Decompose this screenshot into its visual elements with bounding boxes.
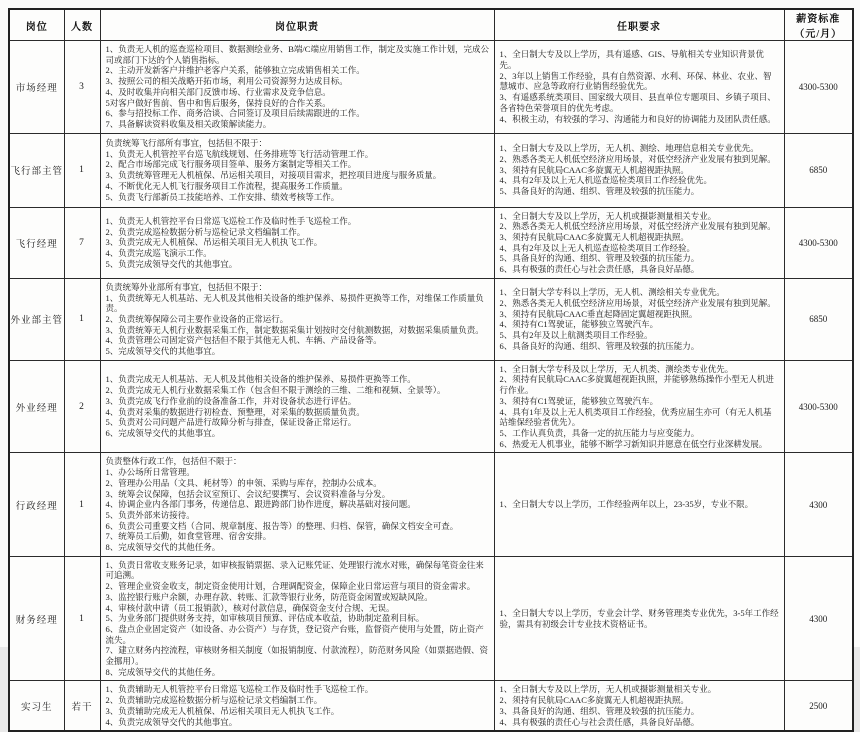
duty-line: 5、为业务部门提供财务支持，如审核项目预算、评估成本收益，协助制定盈利目标。: [105, 613, 425, 624]
duty-line: 1、负责辅助无人机管控平台日常巡飞巡检工作及临时性手飞巡检工作。: [105, 684, 374, 695]
requirements-cell: [494, 207, 784, 278]
duties-cell: [100, 41, 494, 134]
duty-line: 2、管理办公用品（文具、耗材等）的申领、采购与库存，控制办公成本。: [105, 477, 382, 488]
requirements-cell: [494, 453, 784, 556]
salary-cell: 4300: [784, 556, 853, 681]
duty-line: 4、负责对采集的数据进行初检查、预整理，对采集的数据质量负责。: [105, 406, 365, 417]
duties-cell: [100, 453, 494, 556]
requirement-line: 1、全日制大学专科以上学历，无人机、测绘相关专业优先。: [499, 287, 725, 298]
requirement-line: 6、具备良好的沟通、组织、管理及较强的抗压能力。: [499, 340, 700, 351]
requirements-cell: [494, 556, 784, 681]
recruitment-table: [8, 8, 854, 732]
requirement-line: 2、熟悉各类无人机低空经济应用场景，对低空经济产业发展有独到见解。: [499, 221, 776, 232]
position-cell: 飞行部主管: [9, 133, 64, 207]
duty-line: 4、及时收集并向相关部门反馈市场、行业需求及竞争信息。: [105, 86, 331, 97]
requirement-line: 5、具有2年及以上航测类项目工作经验。: [499, 330, 653, 340]
headcount-cell: 若干: [64, 681, 100, 731]
header-row: [9, 9, 853, 41]
duty-line: 3、负责统筹无人机行业数据采集工作，制定数据采集计划按时交付航测数据，对数据采集质量负责。: [105, 324, 484, 335]
requirement-line: 5、具备良好的沟通、组织、管理及较强的抗压能力。: [499, 186, 700, 197]
duty-line: 1、负责无人机管控平台日常巡飞巡检工作及临时性手飞巡检工作。: [105, 215, 357, 226]
requirement-line: 4、具有2年及以上无人机巡查巡检类项目工作经验。: [499, 242, 696, 253]
requirements-cell: [494, 133, 784, 207]
requirement-line: 2、熟悉各类无人机低空经济应用场景，对低空经济产业发展有独到见解。: [499, 154, 776, 165]
duty-line: 3、按照公司的相关战略开拓市场，利用公司资源努力达成目标。: [105, 76, 348, 87]
requirements-cell: [494, 681, 784, 731]
table-row: [9, 453, 853, 556]
duty-line: 4、负责完成领导交代的其他事宜。: [105, 716, 238, 727]
duty-line: 1、负责日常收支账务记录，如审核报销票据、录入记账凭证、处理银行流水对账，确保每笔资金往来可追溯。: [105, 559, 484, 581]
duties-cell: [100, 278, 494, 360]
table-row: [9, 556, 853, 681]
position-cell: 外业部主管: [9, 278, 64, 360]
duty-line: 5、负责飞行部新员工技能培养、工作安排、绩效考核等工作。: [105, 191, 340, 202]
duty-line: 2、管理企业资金收支，制定资金使用计划，合理调配资金，保障企业日常运营与项目的资金需求。: [105, 581, 476, 592]
duty-line: 1、负责无人机管控平台巡飞航线规划、任务排班等飞行活动管理工作。: [105, 148, 374, 159]
requirement-line: 6、具有极强的责任心与社会责任感，具备良好品德。: [499, 264, 700, 275]
duty-line: 2、负责完成无人机行业数据采集工作（包含但不限于测绘的三维、二维和视频、全景等）。: [105, 385, 446, 396]
duty-line: 3、负责统筹管理无人机植保、吊运相关项目，对接项目需求，把控项目进度与服务质量。: [105, 170, 442, 181]
requirement-line: 4、具有极强的责任心与社会责任感，具备良好品德。: [499, 716, 700, 727]
requirement-line: 2、3年以上销售工作经验，具有自然资源、水利、环保、林业、农业、智慧城市、应急等政府行业销售经验优先。: [499, 70, 772, 92]
header-duties: 岗位职责: [100, 9, 494, 41]
duty-line: 6、完成领导交代的其他事宜。: [105, 427, 221, 438]
headcount-cell: 3: [64, 41, 100, 134]
salary-cell: 4300-5300: [784, 41, 853, 134]
duty-line: 3、负责完成无人机植保、吊运相关项目无人机执飞工作。: [105, 237, 323, 248]
duty-line: 8、完成领导交代的其他任务。: [105, 542, 221, 553]
header-requirements: 任职要求: [494, 9, 784, 41]
requirement-line: 4、具有1年及以上无人机类项目工作经验，优秀应届生亦可（有无人机基站维保经验者优先）。: [499, 406, 772, 428]
requirement-line: 4、积极主动，有较强的学习、沟通能力和良好的协调能力及团队责任感。: [499, 113, 776, 124]
requirement-line: 1、全日制大学专科及以上学历，无人机类、测绘类专业优先。: [499, 363, 734, 374]
position-cell: 财务经理: [9, 556, 64, 681]
duty-line: 4、负责完成巡飞演示工作。: [105, 248, 212, 259]
duty-line: 5、负责对公司问题产品进行故障分析与排查，保证设备正常运行。: [105, 417, 357, 428]
duty-line: 4、负责管理公司固定资产包括但不限于其他无人机、车辆、产品设备等。: [105, 335, 382, 346]
requirements-cell: [494, 41, 784, 134]
position-cell: 行政经理: [9, 453, 64, 556]
table-row: [9, 278, 853, 360]
salary-cell: 4300-5300: [784, 207, 853, 278]
requirement-line: 4、须持有C1驾驶证，能够独立驾驶汽车。: [499, 319, 659, 330]
duty-line: 1、办公场所日常管理。: [105, 467, 195, 478]
headcount-cell: 7: [64, 207, 100, 278]
requirement-line: 5、工作认真负责，具备一定的抗压能力与应变能力。: [499, 427, 700, 438]
table-row: [9, 133, 853, 207]
duty-line: 负责统筹外业部所有事宜，包括但不限于：: [105, 281, 268, 292]
duty-line: 2、配合市场部完成飞行服务项目签单、服务方案制定等相关工作。: [105, 159, 357, 170]
salary-cell: 2500: [784, 681, 853, 731]
header-position: 岗位: [9, 9, 64, 41]
duty-line: 7、统筹员工后勤，如食堂管理、宿舍安排。: [105, 531, 272, 542]
requirements-cell: [494, 360, 784, 453]
duties-cell: [100, 133, 494, 207]
duty-line: 4、不断优化无人机飞行服务项目工作流程，提高服务工作质量。: [105, 180, 348, 191]
duty-line: 2、负责完成巡检数据分析与巡检记录文档编制工作。: [105, 226, 306, 237]
headcount-cell: 1: [64, 453, 100, 556]
requirement-line: 2、须持有民航局CAAC多旋翼超视距执照，并能够熟练操作小型无人机进行作业。: [499, 374, 774, 396]
headcount-cell: 1: [64, 556, 100, 681]
header-headcount: 人数: [64, 9, 100, 41]
table-row: [9, 360, 853, 453]
duty-line: 4、协调企业内各部门事务，传递信息、跟进跨部门协作进度，解决基础对接问题。: [105, 499, 416, 510]
requirement-line: 1、全日制大专及以上学历，无人机或摄影测量相关专业。: [499, 684, 717, 695]
requirement-line: 5、具备良好的沟通、组织、管理及较强的抗压能力。: [499, 253, 700, 264]
duty-line: 7、具备解读资料收集及相关政策解读能力。: [105, 118, 272, 129]
duty-line: 6、盘点企业固定资产（如设备、办公资产）与存货，登记资产台账，监督资产使用与处置，防止资产流失。: [105, 623, 484, 645]
headcount-cell: 1: [64, 133, 100, 207]
duties-cell: [100, 207, 494, 278]
duty-line: 4、审核付款申请（员工报销款），核对付款信息，确保资金支付合规、无误。: [105, 602, 395, 613]
duty-line: 7、建立财务内控流程，审核财务相关制度（如报销制度、付款流程），防范财务风险（如票据造假、资金挪用）。: [105, 645, 489, 667]
duty-line: 5、负责完成领导交代的其他事宜。: [105, 258, 238, 269]
duty-line: 1、负责统筹无人机基站、无人机及其他相关设备的维护保养、易损件更换等工作，对维保工作质量负责。: [105, 292, 484, 314]
duties-cell: [100, 681, 494, 731]
duty-line: 8、完成领导交代的其他任务。: [105, 666, 221, 677]
duty-line: 1、负责完成无人机基站、无人机及其他相关设备的维护保养、易损件更换等工作。: [105, 374, 416, 385]
requirement-line: 4、具有2年及以上无人机巡查巡检类项目工作经验优先。: [499, 175, 713, 186]
duty-line: 5、完成领导交代的其他事宜。: [105, 346, 221, 357]
duties-cell: [100, 360, 494, 453]
requirement-line: 1、全日制大专及以上学历，无人机、测绘、地理信息相关专业优先。: [499, 143, 759, 154]
requirement-line: 6、热爱无人机事业，能够不断学习新知识并愿意在低空行业深耕发展。: [499, 438, 768, 449]
duties-cell: [100, 556, 494, 681]
duty-line: 2、负责辅助完成巡检数据分析与巡检记录文档编制工作。: [105, 695, 323, 706]
position-cell: 实习生: [9, 681, 64, 731]
requirement-line: 2、须持有民航局CAAC多旋翼无人机超视距执照。: [499, 695, 689, 706]
duty-line: 负责统筹飞行部所有事宜，包括但不限于：: [105, 138, 268, 149]
duty-line: 2、主动开发新客户并维护老客户关系，能够独立完成销售相关工作。: [105, 65, 365, 76]
requirement-line: 3、须持有民航局CAAC多旋翼无人机超视距执照。: [499, 232, 689, 243]
position-cell: 市场经理: [9, 41, 64, 134]
duty-line: 5、负责外部来访接待。: [105, 509, 195, 520]
table-row: [9, 681, 853, 731]
position-cell: 外业经理: [9, 360, 64, 453]
requirement-line: 3、须持有民航局CAAC多旋翼无人机超视距执照。: [499, 164, 689, 175]
duty-line: 3、负责辅助完成无人机植保、吊运相关项目无人机执飞工作。: [105, 705, 340, 716]
duty-line: 6、参与招投标工作、商务洽谈、合同签订及项目后续需跟进的工作。: [105, 108, 365, 119]
duty-line: 1、负责无人机的巡查巡检项目、数据测绘业务、B端/C端应用销售工作，制定及实施工作计划，完成公司或部门下达的个人销售指标。: [105, 44, 489, 65]
duty-line: 3、监控银行账户余额，办理存款、转账、汇款等银行业务，防范资金闲置或短缺风险。: [105, 591, 433, 602]
requirement-line: 3、须持有C1驾驶证，能够独立驾驶汽车。: [499, 395, 659, 406]
header-salary: 薪资标准（元/月）: [784, 9, 853, 41]
requirement-line: 2、熟悉各类无人机低空经济应用场景，对低空经济产业发展有独到见解。: [499, 297, 776, 308]
duty-line: 3、统筹会议保障，包括会议室预订、会议纪要撰写、会议资料准备与分发。: [105, 488, 391, 499]
duty-line: 6、负责公司重要文档（合同、规章制度、报告等）的整理、归档、保管，确保文档安全可查。: [105, 520, 459, 531]
salary-cell: 4300-5300: [784, 360, 853, 453]
requirement-line: 1、全日制大专及以上学历，具有遥感、GIS、导航相关专业知识背景优先。: [499, 49, 764, 71]
salary-cell: 6850: [784, 278, 853, 360]
headcount-cell: 1: [64, 278, 100, 360]
requirement-line: 1、全日制大专及以上学历，无人机或摄影测量相关专业。: [499, 210, 717, 221]
headcount-cell: 2: [64, 360, 100, 453]
position-cell: 飞行经理: [9, 207, 64, 278]
requirement-line: 3、有遥感系统类项目、国家级大项目、县直单位专题项目、乡镇子项目、各省特色荣誉项目的优先考虑。: [499, 92, 776, 113]
salary-cell: 6850: [784, 133, 853, 207]
duty-line: 3、负责完成飞行作业前的设备准备工作，并对设备状态进行评估。: [105, 395, 357, 406]
table-row: [9, 207, 853, 278]
requirement-line: 3、具备良好的沟通、组织、管理及较强的抗压能力。: [499, 705, 700, 716]
duty-line: 负责整体行政工作，包括但不限于：: [105, 456, 242, 467]
requirement-line: 1、全日制大专以上学历，专业会计学、财务管理类专业优先，3-5年工作经验，需具有初级会计专业技术资格证书。: [499, 607, 779, 629]
requirement-line: 3、须持有民航局CAAC垂直起降固定翼超视距执照。: [499, 308, 698, 319]
salary-cell: 4300: [784, 453, 853, 556]
table-row: [9, 41, 853, 134]
duty-line: 2、负责统筹保障公司主要作业设备的正常运行。: [105, 313, 289, 324]
table-body: [9, 41, 853, 732]
duty-line: 5对客户做好售前、售中和售后服务，保持良好的合作关系。: [105, 97, 331, 108]
requirement-line: 1、全日制大专以上学历，工作经验两年以上，23-35岁，专业不限。: [499, 499, 754, 510]
requirements-cell: [494, 278, 784, 360]
